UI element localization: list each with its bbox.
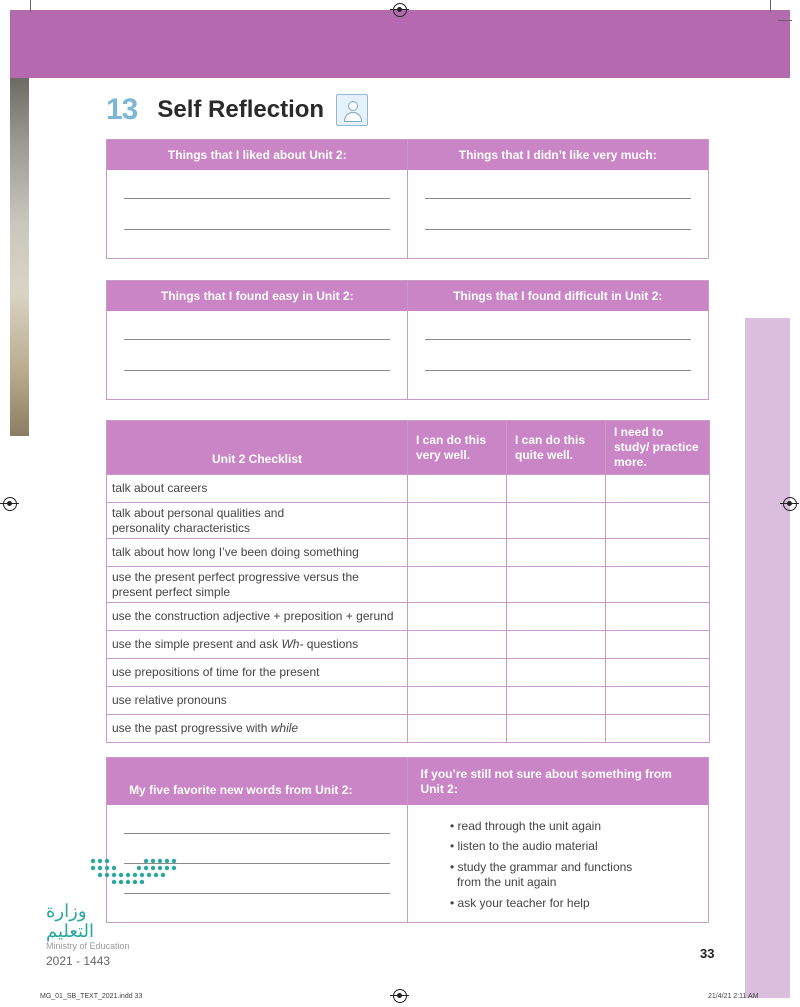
checkbox-cell[interactable] [408,715,507,743]
checkbox-cell[interactable] [606,631,710,659]
table-row [107,503,710,539]
checkbox-cell[interactable] [606,567,710,603]
ministry-year: 2021 - 1443 [46,954,111,968]
checkbox-cell[interactable] [606,503,710,539]
column-header-quite-well: I can do this quite well. [507,421,606,475]
checkbox-cell[interactable] [606,659,710,687]
left-photo-strip [10,78,29,436]
list-item: • read through the unit again [450,819,601,833]
table-row [107,567,710,603]
checkbox-cell[interactable] [408,567,507,603]
section-number: 13 [106,93,138,126]
write-line[interactable] [124,339,390,340]
write-line[interactable] [425,229,691,230]
liked-disliked-box [106,139,709,259]
ministry-dots-icon [46,856,186,896]
list-item: • listen to the audio material [450,839,598,853]
checkbox-cell[interactable] [606,715,710,743]
checklist-item: use the simple present and ask Wh- questions [107,631,408,659]
checklist-item: talk about careers [107,475,408,503]
checkbox-cell[interactable] [507,475,606,503]
disliked-header: Things that I didn’t like very much: [458,148,657,162]
checkbox-cell[interactable] [507,503,606,539]
section-title: Self Reflection [157,96,325,123]
registration-mark-icon [393,3,407,17]
crop-mark [770,0,771,12]
checkbox-cell[interactable] [408,503,507,539]
checkbox-cell[interactable] [606,539,710,567]
write-line[interactable] [425,339,691,340]
difficult-header: Things that I found difficult in Unit 2: [453,289,663,303]
checklist-item: use the present perfect progressive versus the present perfect simple [107,567,408,603]
unit-checklist-table [106,420,710,743]
not-sure-header: If you’re still not sure about something from Unit 2: [420,766,672,796]
footer-file: MG_01_SB_TEXT_2021.indd 33 [40,993,143,1000]
checklist-item: use the past progressive with while [107,715,408,743]
right-page-tab [745,318,790,998]
registration-mark-icon [393,989,407,1003]
list-item: • ask your teacher for help [450,896,590,910]
checkbox-cell[interactable] [507,603,606,631]
column-header-need-study: I need to study/ practice more. [606,421,710,475]
ministry-english: Ministry of Education [46,941,130,951]
top-color-band [10,10,790,78]
table-row [107,687,710,715]
checkbox-cell[interactable] [408,539,507,567]
favorite-words-box [106,757,709,923]
ministry-logo [46,856,186,969]
ministry-arabic: وزارة التعليم [46,901,94,941]
write-line[interactable] [124,198,390,199]
table-row [107,659,710,687]
table-row [107,631,710,659]
checkbox-cell[interactable] [507,539,606,567]
table-row [107,539,710,567]
checklist-item: use prepositions of time for the present [107,659,408,687]
checkbox-cell[interactable] [408,603,507,631]
checklist-item: talk about personal qualities and personality characteristics [107,503,408,539]
write-line[interactable] [124,370,390,371]
list-item: • study the grammar and functions from the unit again [450,860,633,889]
checkbox-cell[interactable] [408,659,507,687]
checkbox-cell[interactable] [507,659,606,687]
easy-header: Things that I found easy in Unit 2: [160,289,354,303]
checklist-item: talk about how long I’ve been doing something [107,539,408,567]
column-header-very-well: I can do this very well. [408,421,507,475]
table-row [107,475,710,503]
checkbox-cell[interactable] [507,631,606,659]
checkbox-cell[interactable] [606,687,710,715]
page-number: 33 [700,946,715,961]
footer-stamp: 21/4/21 2:11 AM [708,993,759,1000]
crop-mark [778,20,792,21]
self-reflection-icon [336,94,368,126]
checkbox-cell[interactable] [507,687,606,715]
table-row [107,715,710,743]
checklist-item: use the construction adjective + preposition + gerund [107,603,408,631]
write-line[interactable] [124,229,390,230]
checkbox-cell[interactable] [408,687,507,715]
write-line[interactable] [425,370,691,371]
checkbox-cell[interactable] [606,475,710,503]
checklist-header: Unit 2 Checklist [107,421,408,475]
section-heading [106,92,368,128]
checkbox-cell[interactable] [606,603,710,631]
table-row [107,603,710,631]
favorite-words-header: My five favorite new words from Unit 2: [129,783,353,797]
registration-mark-icon [3,497,17,511]
checklist-item: use relative pronouns [107,687,408,715]
write-line[interactable] [124,833,390,834]
crop-mark [30,0,31,12]
checkbox-cell[interactable] [408,475,507,503]
liked-header: Things that I liked about Unit 2: [167,148,347,162]
registration-mark-icon [783,497,797,511]
write-line[interactable] [425,198,691,199]
checkbox-cell[interactable] [408,631,507,659]
checkbox-cell[interactable] [507,715,606,743]
easy-difficult-box [106,280,709,400]
checkbox-cell[interactable] [507,567,606,603]
